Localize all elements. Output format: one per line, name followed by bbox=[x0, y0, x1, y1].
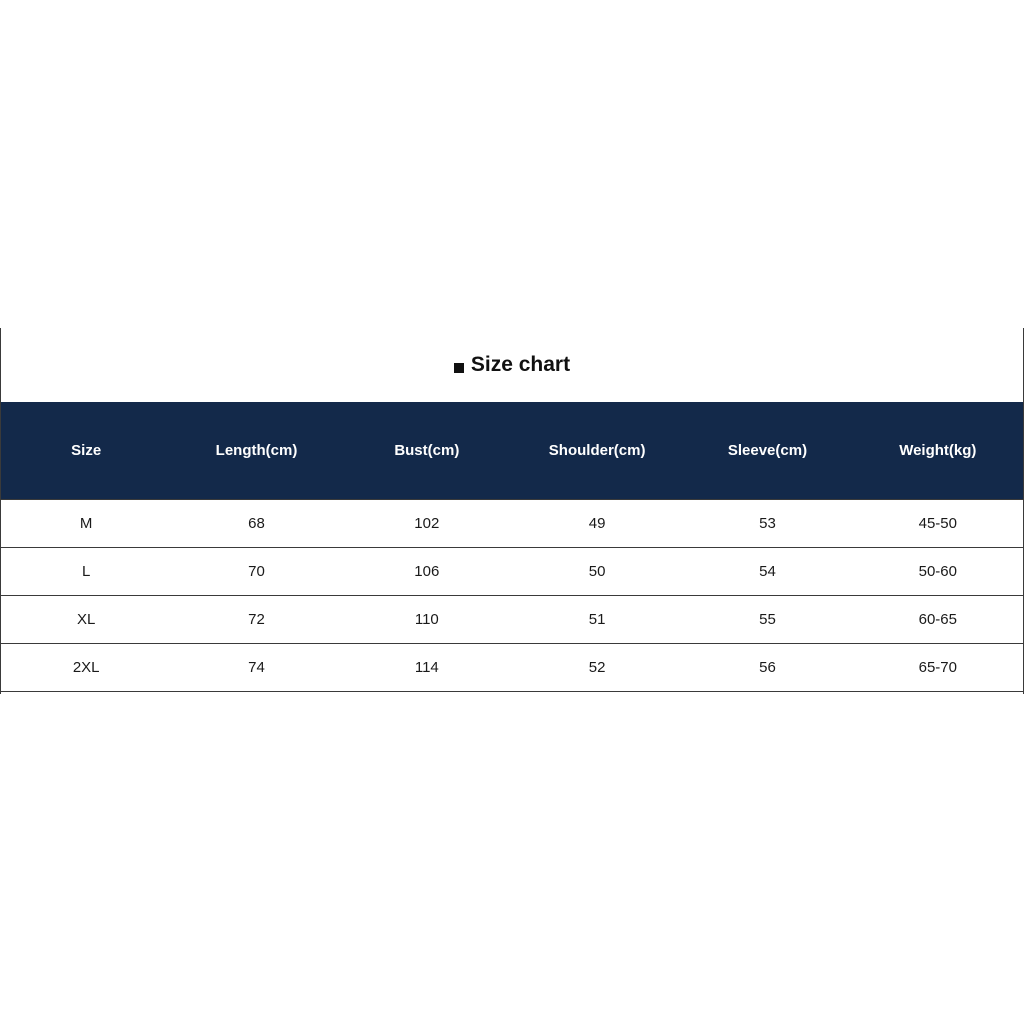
column-header-weight: Weight(kg) bbox=[899, 441, 977, 459]
cell-size: 2XL bbox=[72, 658, 100, 676]
cell-weight: 50-60 bbox=[918, 562, 957, 580]
cell-size: M bbox=[79, 514, 93, 532]
chart-title bbox=[1, 328, 1023, 402]
column-header-shoulder: Shoulder(cm) bbox=[548, 441, 646, 459]
table-row bbox=[1, 643, 1023, 691]
table-row bbox=[1, 547, 1023, 595]
table-row bbox=[1, 595, 1023, 643]
cell-weight: 45-50 bbox=[918, 514, 957, 532]
table-header-row bbox=[1, 402, 1023, 499]
table-row bbox=[1, 499, 1023, 547]
cell-sleeve: 55 bbox=[759, 610, 776, 628]
cell-sleeve: 53 bbox=[759, 514, 776, 532]
cell-shoulder: 51 bbox=[588, 610, 606, 628]
cell-weight: 65-70 bbox=[918, 658, 957, 676]
cell-shoulder: 49 bbox=[588, 514, 606, 532]
cell-shoulder: 50 bbox=[588, 562, 606, 580]
column-header-sleeve: Sleeve(cm) bbox=[727, 441, 808, 459]
column-header-bust: Bust(cm) bbox=[394, 441, 460, 459]
column-header-length: Length(cm) bbox=[215, 441, 298, 459]
size-table bbox=[1, 402, 1023, 692]
cell-size: L bbox=[81, 562, 91, 580]
cell-sleeve: 54 bbox=[759, 562, 776, 580]
size-chart bbox=[0, 328, 1024, 694]
chart-title-text: Size chart bbox=[470, 353, 571, 376]
cell-bust: 110 bbox=[414, 610, 439, 628]
cell-size: XL bbox=[76, 610, 96, 628]
square-bullet-icon bbox=[454, 363, 464, 373]
cell-weight: 60-65 bbox=[918, 610, 957, 628]
cell-length: 70 bbox=[248, 562, 265, 580]
column-header-size: Size bbox=[71, 441, 102, 459]
cell-shoulder: 52 bbox=[588, 658, 606, 676]
cell-bust: 106 bbox=[414, 562, 440, 580]
cell-length: 68 bbox=[248, 514, 265, 532]
cell-sleeve: 56 bbox=[759, 658, 776, 676]
cell-length: 72 bbox=[248, 610, 265, 628]
cell-length: 74 bbox=[248, 658, 265, 676]
cell-bust: 114 bbox=[414, 658, 439, 676]
cell-bust: 102 bbox=[414, 514, 440, 532]
